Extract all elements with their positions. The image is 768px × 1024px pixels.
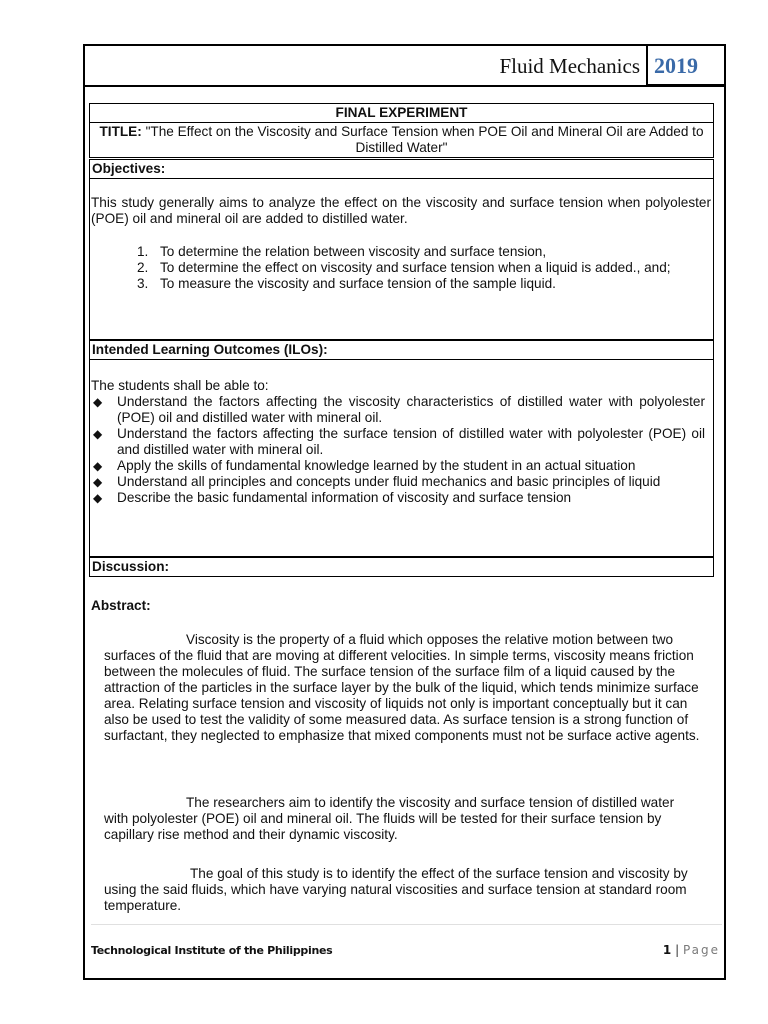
diamond-bullet-icon: ◆ xyxy=(93,459,103,473)
diamond-bullet-icon: ◆ xyxy=(93,427,103,441)
footer-page xyxy=(663,943,720,957)
diamond-bullet-icon: ◆ xyxy=(93,475,103,489)
page-word: Page xyxy=(682,943,720,957)
ilos-heading: Intended Learning Outcomes (ILOs): xyxy=(92,342,328,357)
header-year: 2019 xyxy=(654,53,698,78)
page-separator: | xyxy=(675,943,680,957)
list-item: ◆ Understand all principles and concepts under fluid mechanics and basic principles of liquid xyxy=(93,474,661,489)
list-item: ◆ Understand the factors affecting the viscosity characteristics of distilled water with polyolester (POE) oil and distilled water with mineral oil. xyxy=(93,394,705,425)
experiment-block xyxy=(89,103,714,158)
objectives-heading: Objectives: xyxy=(92,161,166,176)
footer-institution: Technological Institute of the Philippines xyxy=(91,944,333,957)
title-label: TITLE: xyxy=(99,124,142,139)
discussion-heading: Discussion: xyxy=(92,559,170,574)
header-year-box xyxy=(646,46,724,85)
header-title: Fluid Mechanics xyxy=(499,54,640,78)
ilos-intro: The students shall be able to: xyxy=(91,378,269,393)
list-item: ◆ Apply the skills of fundamental knowledge learned by the student in an actual situation xyxy=(93,458,636,473)
experiment-heading: FINAL EXPERIMENT xyxy=(90,104,713,123)
objectives-body xyxy=(89,178,714,340)
list-item: ◆ Describe the basic fundamental information of viscosity and surface tension xyxy=(93,490,572,505)
ilos-body xyxy=(89,359,714,557)
page-header xyxy=(85,46,724,86)
title-text: "The Effect on the Viscosity and Surface Tension when POE Oil and Mineral Oil are Added to Distilled Water" xyxy=(145,124,704,155)
diamond-bullet-icon: ◆ xyxy=(93,395,103,409)
objectives-intro: This study generally aims to analyze the effect on the viscosity and surface tension when polyolester (POE) oil and mineral oil are added to distilled water. xyxy=(91,195,711,226)
experiment-title xyxy=(90,123,713,157)
list-item: ◆ Understand the factors affecting the surface tension of distilled water with polyolester (POE) oil and distilled water with mineral oil. xyxy=(93,426,705,457)
ilos-heading-box xyxy=(89,340,714,360)
objectives-heading-box xyxy=(89,159,714,179)
abstract-paragraph-3: The goal of this study is to identify the effect of the surface tension and viscosity by using the said fluids, which have varying natural viscosities and surface tension at standard room temperature. xyxy=(104,866,688,913)
header-rule xyxy=(85,85,724,87)
list-item: 2. To determine the effect on viscosity and surface tension when a liquid is added., and; xyxy=(137,260,671,275)
objectives-list xyxy=(91,244,711,292)
list-item: 3. To measure the viscosity and surface tension of the sample liquid. xyxy=(137,276,556,291)
footer-rule xyxy=(91,924,722,925)
diamond-bullet-icon: ◆ xyxy=(93,491,103,505)
discussion-heading-box xyxy=(89,557,714,577)
abstract-paragraph-2: The researchers aim to identify the viscosity and surface tension of distilled water with polyolester (POE) oil and mineral oil. The fluids will be tested for their surface tension by capillary rise method and their dynamic viscosity. xyxy=(104,795,675,842)
ilos-list xyxy=(91,394,705,506)
abstract-paragraph-1: Viscosity is the property of a fluid which opposes the relative motion between two surfaces of the fluid that are moving at different velocities. In simple terms, viscosity means friction between the molecules of fluid. The surface tension of the surface film of a liquid caused by the attraction of the particles in the surface layer by the bulk of the liquid, which tends minimize surface area. Relating surface tension and viscosity of liquids not only is important conceptually but it can also be used to test the validity of some measured data. As surface tension is a strong function of surfactant, they neglected to emphasize that mixed components must not be surface active agents. xyxy=(104,632,700,743)
list-item: 1. To determine the relation between viscosity and surface tension, xyxy=(137,244,547,259)
abstract-heading: Abstract: xyxy=(91,598,151,613)
page-number: 1 xyxy=(662,943,672,957)
